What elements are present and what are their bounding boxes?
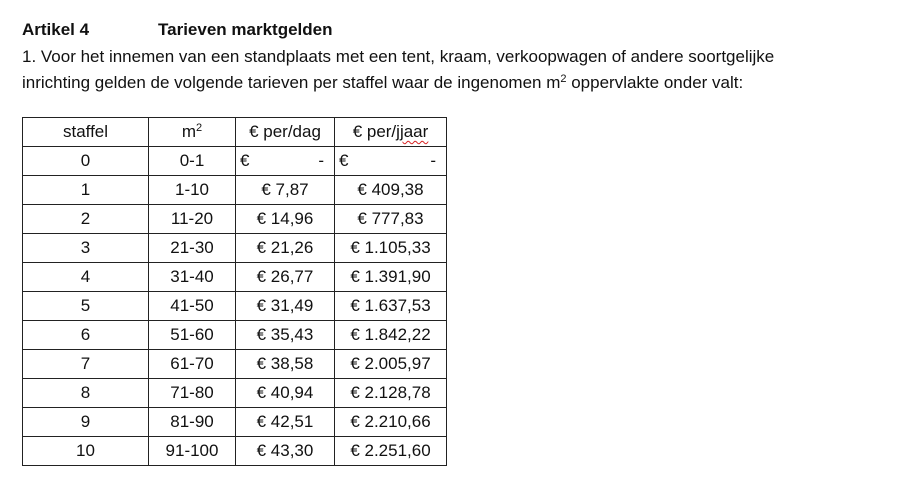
cell-per-dag <box>236 147 335 176</box>
article-title: Tarieven marktgelden <box>158 20 333 39</box>
cell-per-dag: € 38,58 <box>236 350 335 379</box>
cell-per-jaar: € 1.842,22 <box>335 321 447 350</box>
header-m2 <box>149 118 236 147</box>
cell-staffel: 9 <box>23 408 149 437</box>
cell-per-jaar: € 2.251,60 <box>335 437 447 466</box>
header-per-jaar-prefix: € per/ <box>352 122 397 141</box>
cell-staffel: 4 <box>23 263 149 292</box>
cell-m2: 1-10 <box>149 176 236 205</box>
cell-staffel: 8 <box>23 379 149 408</box>
cell-m2: 41-50 <box>149 292 236 321</box>
cell-per-jaar: € 1.637,53 <box>335 292 447 321</box>
cell-m2: 11-20 <box>149 205 236 234</box>
cell-per-dag: € 35,43 <box>236 321 335 350</box>
cell-per-jaar: € 1.105,33 <box>335 234 447 263</box>
paragraph-line-2-end: oppervlakte onder valt: <box>566 73 744 92</box>
article-heading <box>22 20 332 40</box>
cell-m2: 31-40 <box>149 263 236 292</box>
header-m2-base: m <box>181 122 197 141</box>
table-row <box>23 379 447 408</box>
cell-staffel: 7 <box>23 350 149 379</box>
cell-m2: 51-60 <box>149 321 236 350</box>
table-row <box>23 292 447 321</box>
table-body <box>23 147 447 466</box>
intro-paragraph <box>22 44 892 96</box>
table-row <box>23 263 447 292</box>
table-row <box>23 234 447 263</box>
cell-staffel: 2 <box>23 205 149 234</box>
cell-m2: 21-30 <box>149 234 236 263</box>
superscript-2: 2 <box>560 73 567 85</box>
table-row <box>23 350 447 379</box>
cell-per-dag-dash: - <box>318 151 324 170</box>
cell-per-jaar: € 777,83 <box>335 205 447 234</box>
cell-staffel: 6 <box>23 321 149 350</box>
cell-per-dag: € 40,94 <box>236 379 335 408</box>
cell-m2: 91-100 <box>149 437 236 466</box>
cell-staffel: 1 <box>23 176 149 205</box>
cell-per-jaar <box>335 147 447 176</box>
cell-m2: 61-70 <box>149 350 236 379</box>
cell-m2: 71-80 <box>149 379 236 408</box>
paragraph-line-2-start: inrichting gelden de volgende tarieven per staffel waar de ingenomen m <box>22 73 561 92</box>
cell-per-dag: € 21,26 <box>236 234 335 263</box>
cell-staffel: 3 <box>23 234 149 263</box>
cell-per-dag: € 26,77 <box>236 263 335 292</box>
cell-per-dag: € 42,51 <box>236 408 335 437</box>
table-header-row <box>23 118 447 147</box>
header-m2-sup: 2 <box>196 122 203 134</box>
cell-per-dag: € 43,30 <box>236 437 335 466</box>
cell-per-jaar: € 2.005,97 <box>335 350 447 379</box>
table-row <box>23 437 447 466</box>
cell-m2: 0-1 <box>149 147 236 176</box>
cell-per-dag-symbol: € <box>240 151 250 170</box>
cell-per-jaar: € 409,38 <box>335 176 447 205</box>
paragraph-line-1: 1. Voor het innemen van een standplaats met een tent, kraam, verkoopwagen of andere soortgelijke <box>22 47 775 66</box>
header-per-dag: € per/dag <box>236 118 335 147</box>
cell-per-dag: € 14,96 <box>236 205 335 234</box>
table-row <box>23 205 447 234</box>
article-number: Artikel 4 <box>22 20 90 39</box>
cell-per-jaar-dash: - <box>430 151 436 170</box>
table-row <box>23 176 447 205</box>
header-per-jaar <box>335 118 447 147</box>
cell-per-dag: € 31,49 <box>236 292 335 321</box>
cell-per-jaar: € 1.391,90 <box>335 263 447 292</box>
cell-per-jaar-symbol: € <box>339 151 349 170</box>
cell-per-dag: € 7,87 <box>236 176 335 205</box>
cell-m2: 81-90 <box>149 408 236 437</box>
cell-staffel: 10 <box>23 437 149 466</box>
table-row <box>23 321 447 350</box>
cell-per-jaar: € 2.210,66 <box>335 408 447 437</box>
cell-per-jaar: € 2.128,78 <box>335 379 447 408</box>
table-row <box>23 408 447 437</box>
cell-staffel: 0 <box>23 147 149 176</box>
tariff-table <box>22 117 447 466</box>
cell-staffel: 5 <box>23 292 149 321</box>
header-staffel: staffel <box>23 118 149 147</box>
table-row <box>23 147 447 176</box>
header-per-jaar-word: jjaar <box>396 122 429 141</box>
paragraph-line-2 <box>22 70 892 96</box>
